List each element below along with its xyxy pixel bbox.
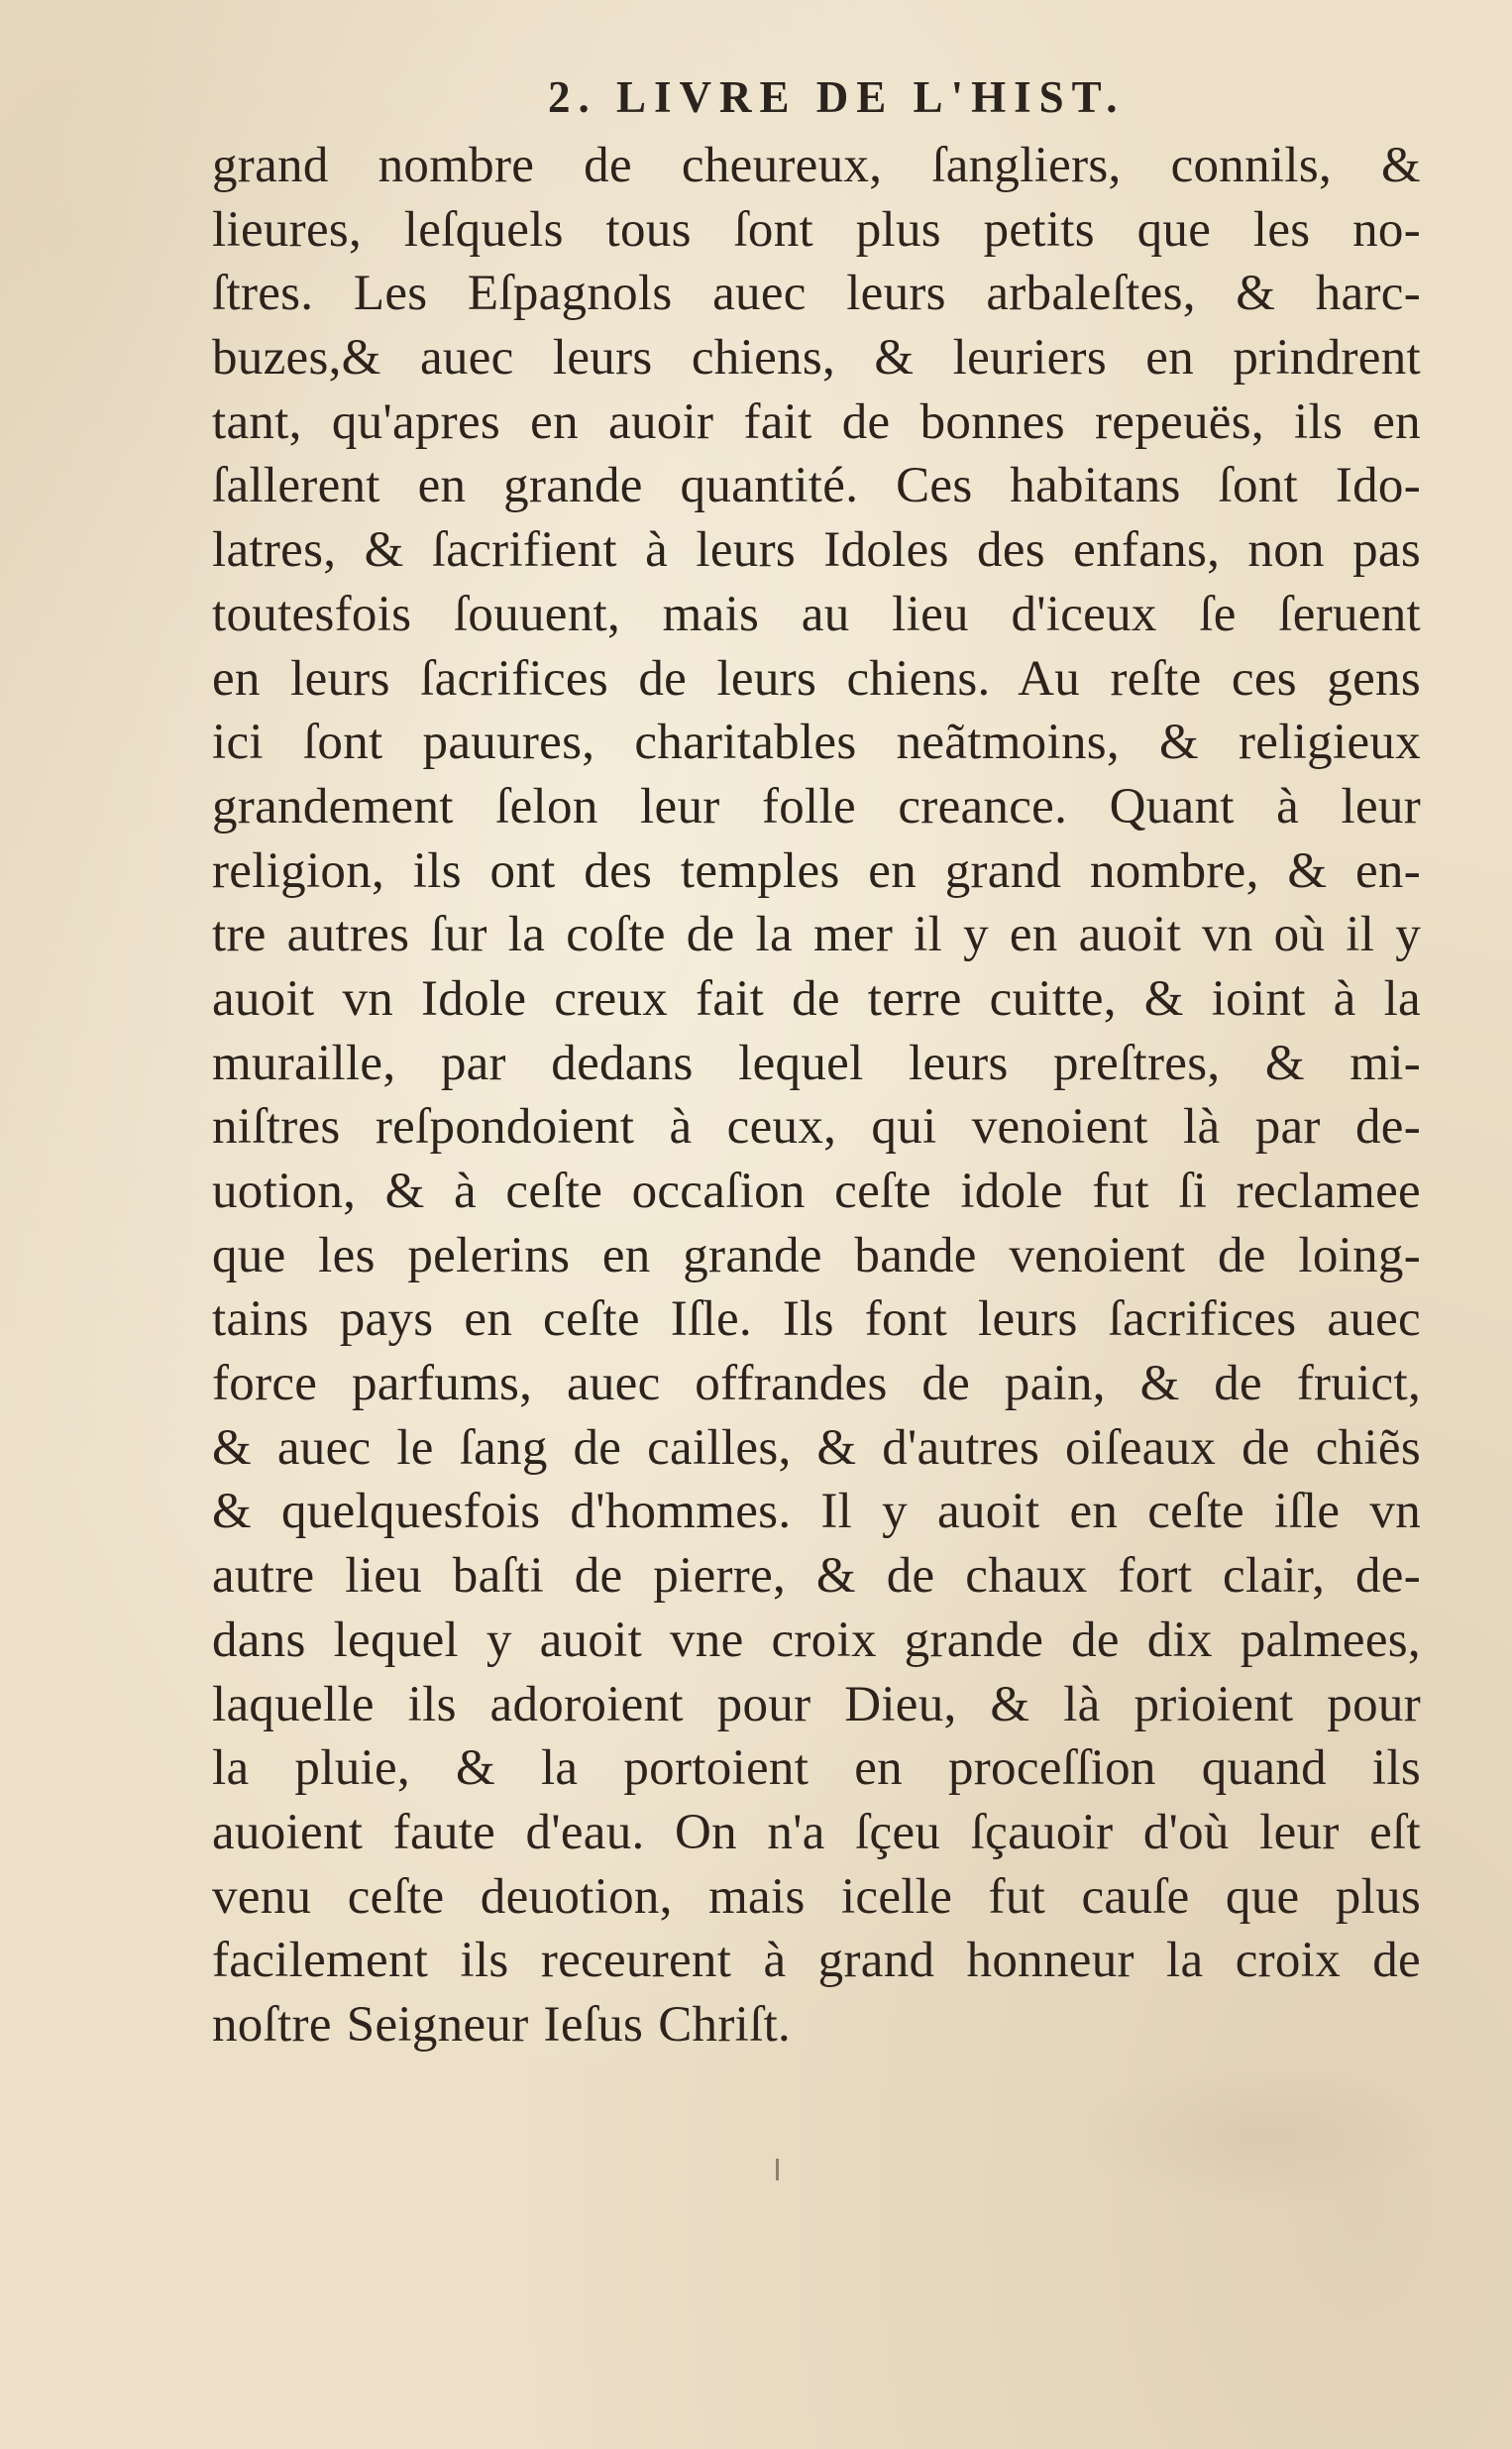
text-line: toutesfois ſouuent, mais au lieu d'iceux ſe ſeruent	[212, 586, 1421, 642]
text-line: tre autres ſur la coſte de la mer il y en auoit vn où il y	[212, 907, 1421, 963]
text-line: grand nombre de cheureux, ſangliers, connils, &	[212, 138, 1421, 193]
text-line: auoient faute d'eau. On n'a ſçeu ſçauoir d'où leur eſt	[212, 1804, 1421, 1860]
text-line: ici ſont pauures, charitables neãtmoins, & religieux	[212, 715, 1421, 771]
text-line: force parfums, auec offrandes de pain, & de fruict,	[212, 1356, 1421, 1412]
text-line: la pluie, & la portoient en proceſſion quand ils	[212, 1740, 1421, 1797]
text-line: dans lequel y auoit vne croix grande de dix palmees,	[212, 1612, 1421, 1668]
text-line: que les pelerins en grande bande venoient de loing-	[212, 1227, 1421, 1283]
body-text	[212, 134, 1421, 2058]
text-line: facilement ils receurent à grand honneur la croix de	[212, 1933, 1421, 1989]
text-line: noſtre Seigneur Ieſus Chriſt.	[212, 1996, 792, 2053]
text-line: religion, ils ont des temples en grand nombre, & en-	[212, 842, 1421, 899]
text-line: auoit vn Idole creux fait de terre cuitte, & ioint à la	[212, 970, 1421, 1027]
text-line: & quelquesfois d'hommes. Il y auoit en ceſte iſle vn	[212, 1484, 1421, 1540]
text-line: en leurs ſacrifices de leurs chiens. Au reſte ces gens	[212, 650, 1421, 707]
text-line: lieures, leſquels tous ſont plus petits que les no-	[212, 201, 1421, 258]
text-line: uotion, & à ceſte occaſion ceſte idole fut ſi reclamee	[212, 1164, 1421, 1219]
text-line: & auec le ſang de cailles, & d'autres oiſeaux de chiẽs	[212, 1419, 1421, 1476]
text-line: muraille, par dedans lequel leurs preſtres, & mi-	[212, 1035, 1421, 1091]
text-line: venu ceſte deuotion, mais icelle fut cauſe que plus	[212, 1868, 1421, 1925]
text-line: ſallerent en grande quantité. Ces habitans ſont Ido-	[212, 458, 1421, 514]
text-line: buzes,& auec leurs chiens, & leuriers en prindrent	[212, 330, 1421, 387]
running-head: 2. LIVRE DE L'HIST.	[548, 72, 1126, 122]
text-line: autre lieu baſti de pierre, & de chaux fort clair, de-	[212, 1548, 1421, 1605]
text-line: laquelle ils adoroient pour Dieu, & là prioient pour	[212, 1676, 1421, 1732]
text-line: niſtres reſpondoient à ceux, qui venoient là par de-	[212, 1099, 1421, 1156]
text-line: tant, qu'apres en auoir fait de bonnes repeuës, ils en	[212, 393, 1421, 450]
show-through-stain	[1080, 2061, 1437, 2210]
text-line: grandement ſelon leur folle creance. Quant à leur	[212, 778, 1421, 835]
text-line: latres, & ſacrifient à leurs Idoles des enfans, non pas	[212, 522, 1421, 579]
text-line: tains pays en ceſte Iſle. Ils font leurs ſacrifices auec	[212, 1291, 1421, 1348]
stray-ink-mark	[776, 2159, 779, 2180]
text-line: ſtres. Les Eſpagnols auec leurs arbaleſtes, & harc-	[212, 266, 1421, 322]
